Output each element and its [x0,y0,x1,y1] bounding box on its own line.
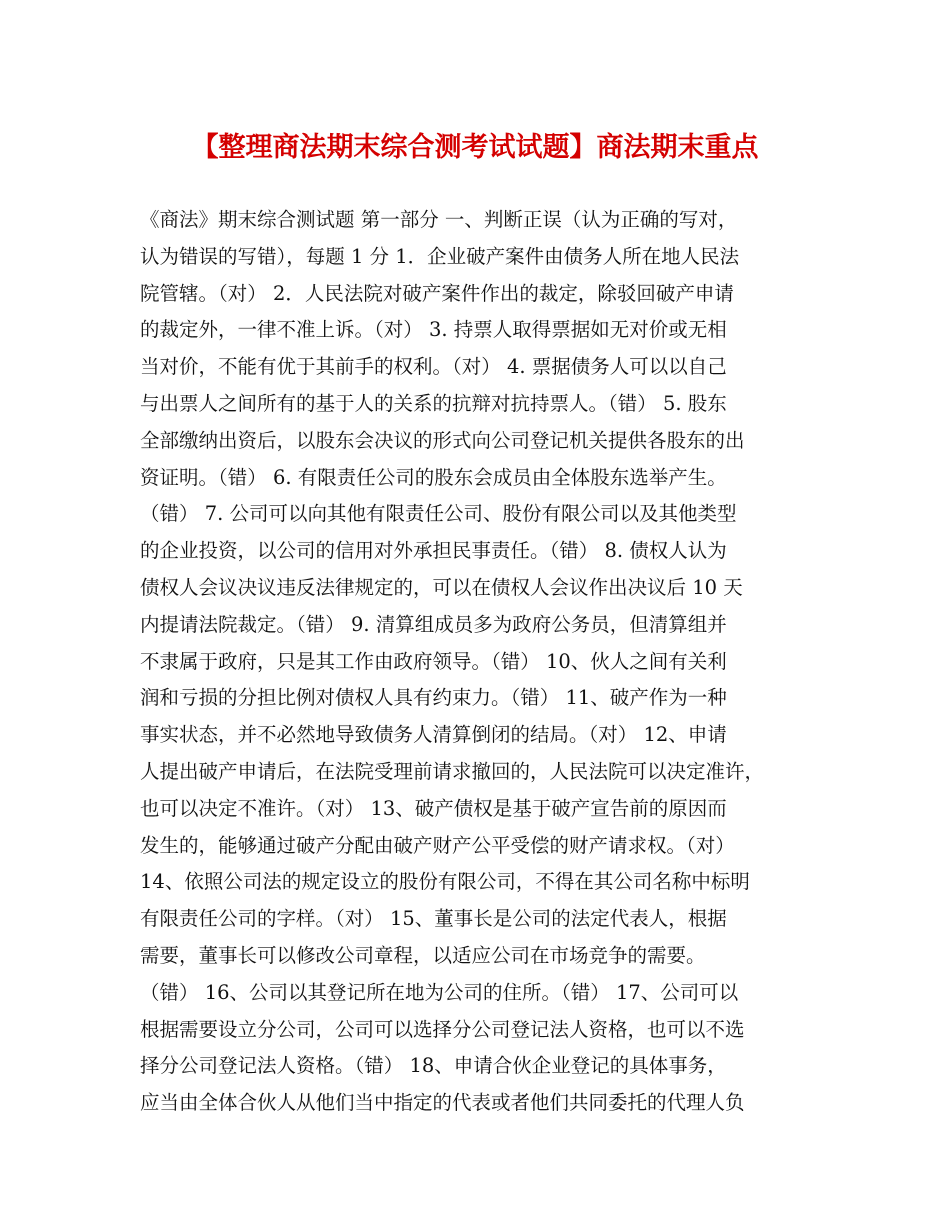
body-line: 当对价，不能有优于其前手的权利。（对） 4. 票据债务人可以以自己 [140,355,727,379]
body-line: （错） 7. 公司可以向其他有限责任公司、股份有限公司以及其他类型 [140,502,737,526]
body-line: 需要，董事长可以修改公司章程，以适应公司在市场竞争的需要。 [140,943,706,967]
body-line: 认为错误的写错），每题 1 分 1．企业破产案件由债务人所在地人民法 [140,244,740,268]
body-line: 应当由全体合伙人从他们当中指定的代表或者他们共同委托的代理人负 [140,1091,745,1115]
body-line: 根据需要设立分公司，公司可以选择分公司登记法人资格，也可以不选 [140,1017,745,1041]
body-line: 全部缴纳出资后，以股东会决议的形式向公司登记机关提供各股东的出 [140,428,745,452]
body-line: 事实状态，并不必然地导致债务人清算倒闭的结局。（对） 12、申请 [140,723,727,747]
body-line: （错） 16、公司以其登记所在地为公司的住所。（错） 17、公司可以 [140,980,739,1004]
document-title: 【整理商法期末综合测考试试题】商法期末重点 [191,132,759,163]
body-line: 润和亏损的分担比例对债权人具有约束力。（错） 11、破产作为一种 [140,686,727,710]
body-line: 内提请法院裁定。（错） 9. 清算组成员多为政府公务员，但清算组并 [140,612,727,636]
body-line: 的裁定外，一律不准上诉。（对） 3. 持票人取得票据如无对价或无相 [140,318,727,342]
body-line: 也可以决定不准许。（对） 13、破产债权是基于破产宣告前的原因而 [140,796,727,820]
body-line: 不隶属于政府，只是其工作由政府领导。（错） 10、伙人之间有关利 [140,649,727,673]
body-line: 的企业投资，以公司的信用对外承担民事责任。（错） 8. 债权人认为 [140,539,727,563]
body-line: 14、依照公司法的规定设立的股份有限公司，不得在其公司名称中标明 [140,870,750,894]
body-line: 资证明。（错） 6. 有限责任公司的股东会成员由全体股东选举产生。 [140,465,727,489]
body-line: 《商法》期末综合测试题 第一部分 一、判断正误（认为正确的写对， [140,208,738,231]
body-line: 发生的，能够通过破产分配由破产财产公平受偿的财产请求权。（对） [140,833,735,857]
body-line: 人提出破产申请后，在法院受理前请求撤回的，人民法院可以决定准许， [140,759,765,783]
body-line: 院管辖。（对） 2．人民法院对破产案件作出的裁定，除驳回破产申请 [140,281,734,305]
body-line: 债权人会议决议违反法律规定的，可以在债权人会议作出决议后 10 天 [140,575,743,599]
body-line: 择分公司登记法人资格。（错） 18、申请合伙企业登记的具体事务， [140,1054,727,1078]
body-line: 与出票人之间所有的基于人的关系的抗辩对抗持票人。（错） 5. 股东 [140,391,727,415]
body-line: 有限责任公司的字样。（对） 15、董事长是公司的法定代表人，根据 [140,907,727,931]
document-body [140,202,830,1122]
